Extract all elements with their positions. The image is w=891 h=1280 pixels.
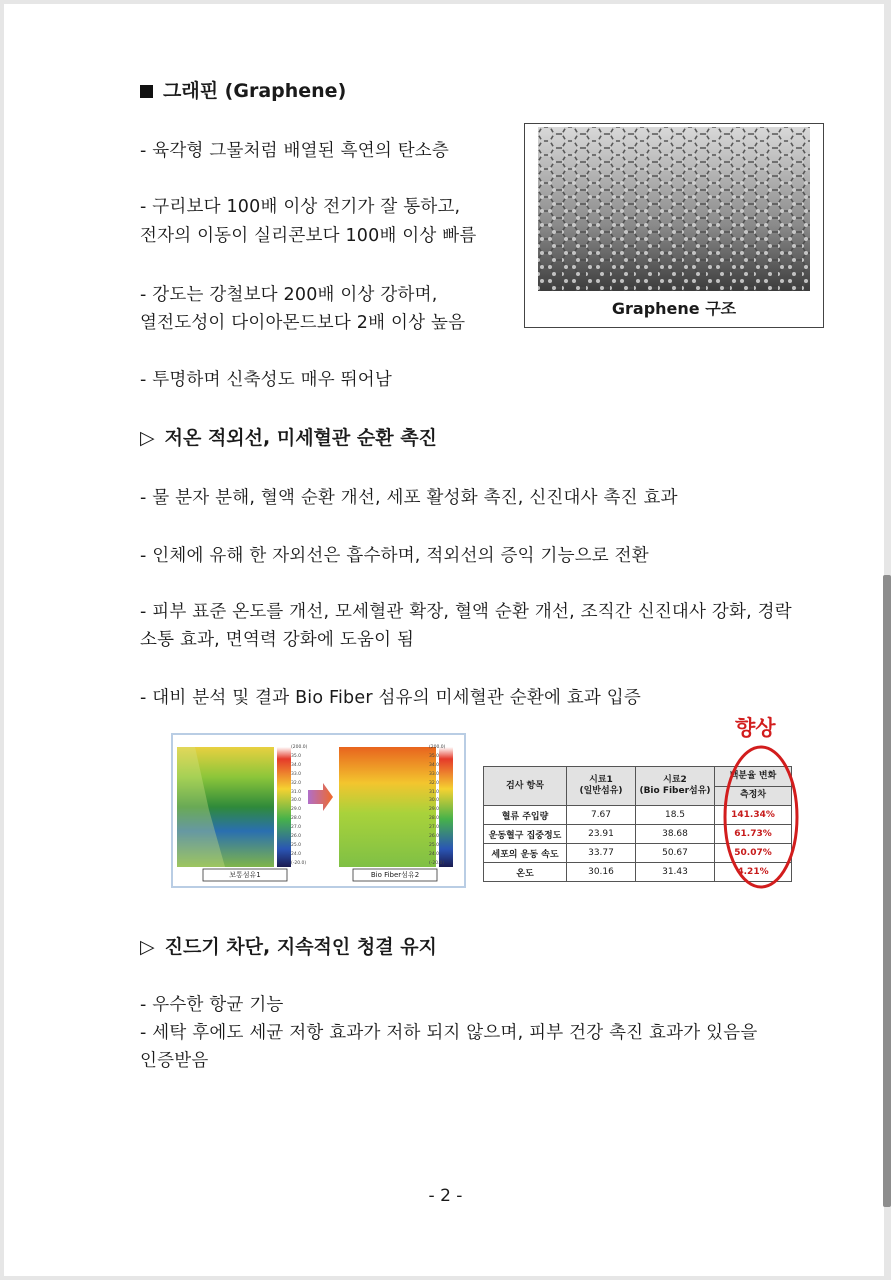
paragraph-line: - 강도는 강철보다 200배 이상 강하며, [140, 285, 438, 305]
square-bullet-icon [140, 85, 153, 98]
paragraph-line: - 물 분자 분해, 혈액 순환 개선, 세포 활성화 촉진, 신진대사 촉진 효과 [140, 488, 678, 508]
table-row: 운동혈구 집중정도 23.91 38.68 61.73% [484, 825, 792, 844]
section-heading-infrared [140, 423, 437, 450]
highlight-oval [722, 745, 800, 889]
paragraph-line: - 인체에 유해 한 자외선은 흡수하며, 적외선의 증익 기능으로 전환 [140, 546, 649, 566]
figure-caption: Graphene 구조 [611, 299, 737, 318]
section-heading-antibacterial [140, 932, 437, 959]
table-header: 시료1 (일반섬유) [567, 767, 636, 806]
table-row: 세포의 운동 속도 33.77 50.67 50.07% [484, 844, 792, 863]
thermal-scale-left: (200.0) 35.0 34.0 33.0 32.0 31.0 30.0 29.0 28.0 27.0 26.0 25.0 24.0 (-20.0) [291, 745, 308, 866]
table-header: 검사 항목 [484, 767, 567, 806]
heading-text: 저온 적외선, 미세혈관 순환 촉진 [164, 427, 437, 449]
table-row: 온도 30.16 31.43 4.21% [484, 863, 792, 882]
thermal-comparison-image [171, 733, 466, 888]
paragraph-line: 소통 효과, 면역력 강화에 도움이 됨 [140, 630, 415, 650]
page-number: - 2 - [428, 1186, 463, 1206]
paragraph-line: - 투명하며 신축성도 매우 뛰어남 [140, 370, 392, 390]
paragraph-line: - 피부 표준 온도를 개선, 모세혈관 확장, 혈액 순환 개선, 조직간 신진대사 강화, 경락 [140, 602, 792, 622]
table-header: 백분율 변화 [715, 767, 792, 787]
table-header: 측정차 [715, 786, 792, 806]
paragraph-line: 전자의 이동이 실리콘보다 100배 이상 빠름 [140, 226, 477, 246]
paragraph-line: - 우수한 항균 기능 [140, 995, 284, 1015]
heading-text: 그래핀 (Graphene) [163, 80, 347, 102]
paragraph-line: - 대비 분석 및 결과 Bio Fiber 섬유의 미세혈관 순환에 효과 입증 [140, 688, 642, 708]
scrollbar-thumb[interactable] [883, 575, 891, 1207]
section-heading-graphene [140, 76, 346, 103]
table-row: 혈류 주입량 7.67 18.5 141.34% [484, 806, 792, 825]
paragraph-line: - 육각형 그물처럼 배열된 흑연의 탄소층 [140, 141, 450, 161]
thermal-label-right: Bio Fiber섬유2 [370, 871, 420, 879]
paragraph-line: 열전도성이 다이아몬드보다 2배 이상 높음 [140, 313, 466, 333]
thermal-scale-right: (200.0) 35.0 34.0 33.0 32.0 31.0 30.0 29.0 28.0 27.0 26.0 25.0 24.0 (-20.0) [429, 745, 446, 866]
paragraph-line: - 세탁 후에도 세균 저항 효과가 저하 되지 않으며, 피부 건강 촉진 효과가 있음을 [140, 1023, 758, 1043]
improvement-annotation: 향상 [735, 716, 776, 740]
graphene-structure-image [538, 127, 810, 291]
triangle-bullet-icon: ▷ [140, 427, 155, 449]
paragraph-line: 인증받음 [140, 1051, 209, 1071]
table-header: 시료2 (Bio Fiber섬유) [636, 767, 715, 806]
paragraph-line: - 구리보다 100배 이상 전기가 잘 통하고, [140, 197, 461, 217]
graphene-figure [524, 123, 824, 328]
triangle-bullet-icon: ▷ [140, 936, 155, 958]
heading-text: 진드기 차단, 지속적인 청결 유지 [164, 936, 437, 958]
thermal-label-left: 보통섬유1 [229, 871, 261, 879]
thermal-body-images [173, 735, 464, 886]
